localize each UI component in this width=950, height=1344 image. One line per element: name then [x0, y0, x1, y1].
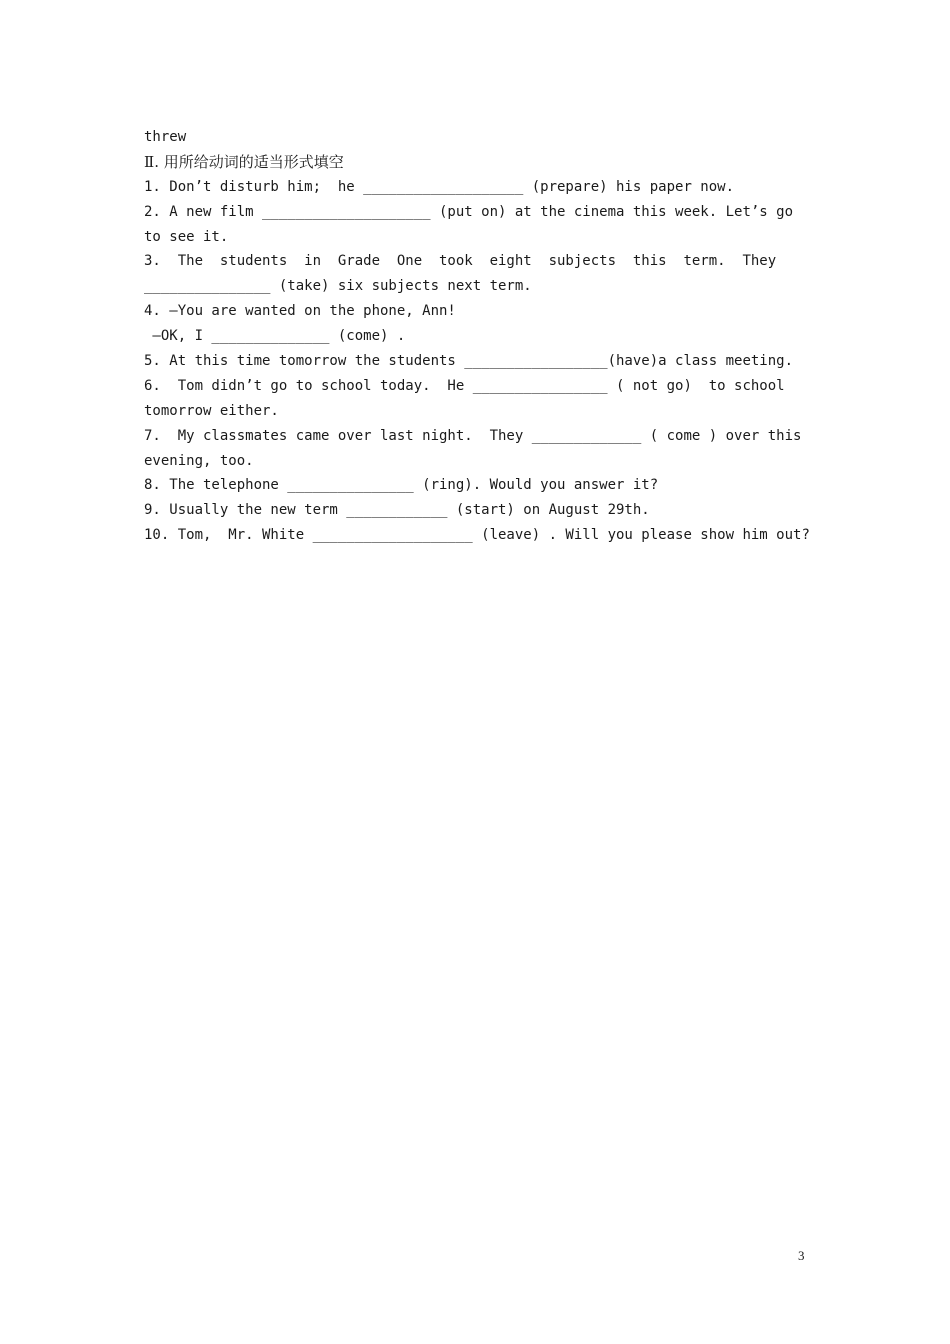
- question-4-line-2: —OK, I ______________ (come) .: [144, 328, 406, 345]
- section-heading: Ⅱ. 用所给动词的适当形式填空: [144, 152, 344, 171]
- question-3-line-1: 3. The students in Grade One took eight subjects this term. They: [144, 253, 777, 270]
- question-8: 8. The telephone _______________ (ring). Would you answer it?: [144, 477, 659, 494]
- exercise-text: [144, 125, 810, 548]
- question-4-line-1: 4. —You are wanted on the phone, Ann!: [144, 303, 456, 320]
- question-6-line-2: tomorrow either.: [144, 402, 279, 419]
- question-10: 10. Tom, Mr. White ___________________ (leave) . Will you please show him out?: [144, 527, 810, 544]
- question-6-line-1: 6. Tom didn’t go to school today. He ________________ ( not go) to school: [144, 377, 785, 394]
- question-5: 5. At this time tomorrow the students _________________(have)a class meeting.: [144, 353, 794, 370]
- question-7-line-1: 7. My classmates came over last night. They _____________ ( come ) over this: [144, 427, 802, 444]
- question-2-line-1: 2. A new film ____________________ (put on) at the cinema this week. Let’s go: [144, 203, 794, 220]
- question-7-line-2: evening, too.: [144, 452, 254, 469]
- page-number: 3: [798, 1248, 805, 1263]
- question-3-line-2: _______________ (take) six subjects next term.: [144, 278, 532, 295]
- question-9: 9. Usually the new term ____________ (start) on August 29th.: [144, 502, 650, 519]
- question-2-line-2: to see it.: [144, 228, 229, 245]
- question-1: 1. Don’t disturb him; he ___________________ (prepare) his paper now.: [144, 178, 735, 195]
- text-line-threw: threw: [144, 129, 187, 145]
